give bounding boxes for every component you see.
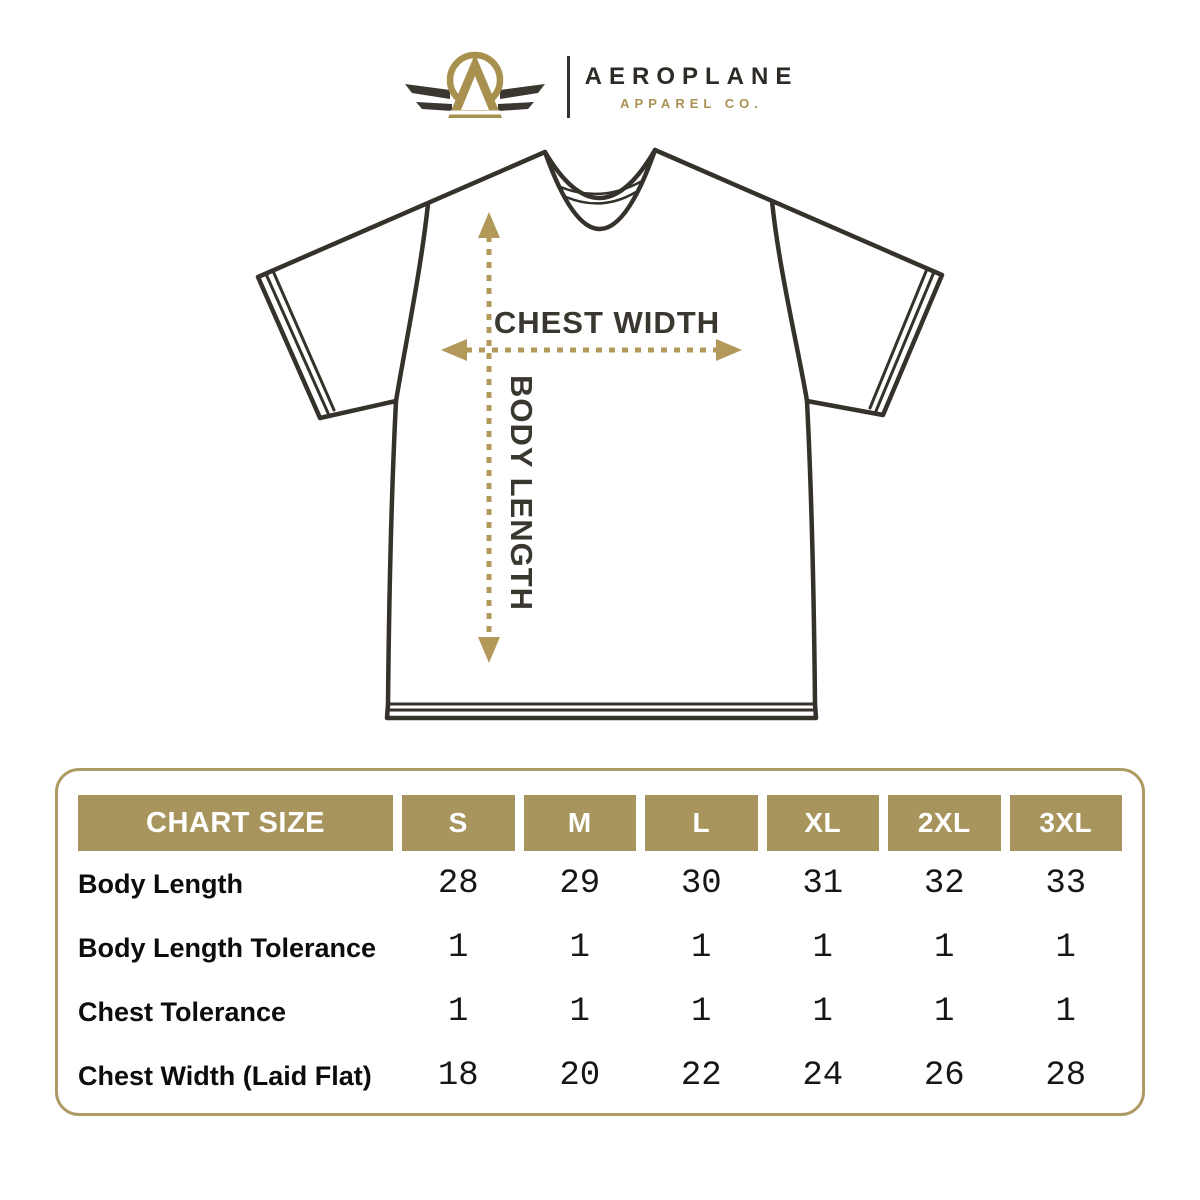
table-cell: 32 [923,865,965,903]
header-cell-3xl: 3XL [1010,795,1123,851]
header-cell-2xl: 2XL [888,795,1001,851]
row-label: Chest Tolerance [78,996,287,1027]
size-chart-table [55,768,1145,1116]
table-cell: 22 [680,1057,722,1095]
table-cell: 29 [559,865,601,903]
header-cell-s: S [402,795,515,851]
row-label: Body Length [78,868,243,899]
tshirt-outline [258,150,942,718]
table-cell: 30 [680,865,722,903]
table-cell: 1 [1055,993,1076,1031]
table-cell: 20 [559,1057,601,1095]
header-cell-l: L [645,795,758,851]
header-cell-xl: XL [767,795,880,851]
table-cell: 1 [691,993,712,1031]
table-cell: 1 [934,929,955,967]
table-cell: 24 [802,1057,844,1095]
row-label: Body Length Tolerance [78,932,377,963]
table-cell: 1 [1055,929,1076,967]
brand-name: AEROPLANE [584,63,799,90]
table-cell: 33 [1045,865,1087,903]
table-cell: 1 [934,993,955,1031]
body-length-label: BODY LENGTH [504,374,539,612]
table-cell: 1 [812,993,833,1031]
table-cell: 18 [437,1057,479,1095]
row-label: Chest Width (Laid Flat) [78,1060,372,1091]
table-cell: 1 [569,993,590,1031]
brand-subname: APPAREL CO. [620,96,763,111]
header-cell-chart-size: CHART SIZE [78,795,393,851]
table-cell: 1 [448,929,469,967]
table-cell: 1 [569,929,590,967]
table-cell: 1 [812,929,833,967]
table-cell: 1 [691,929,712,967]
table-cell: 26 [923,1057,965,1095]
chest-width-label: CHEST WIDTH [493,305,721,340]
table-cell: 31 [802,865,844,903]
table-cell: 1 [448,993,469,1031]
header-cell-m: M [524,795,637,851]
table-cell: 28 [437,865,479,903]
table-cell: 28 [1045,1057,1087,1095]
